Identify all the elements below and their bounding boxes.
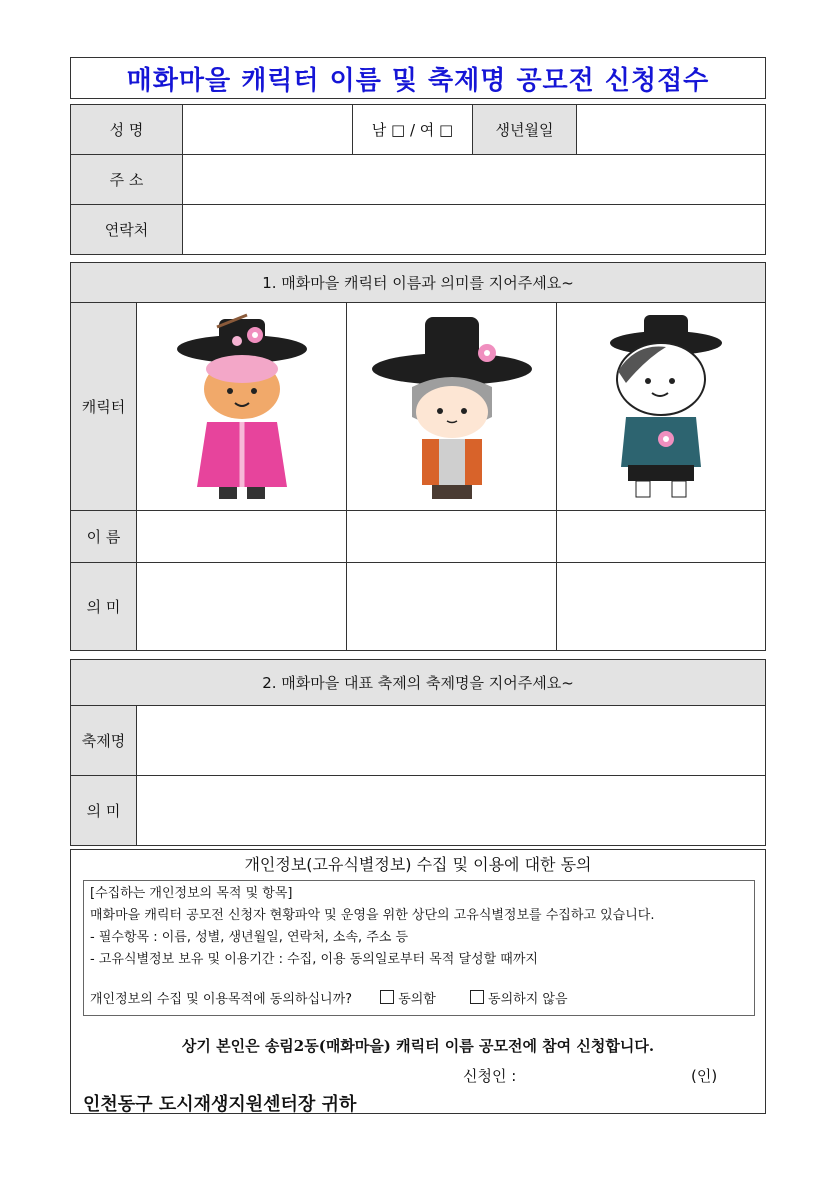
consent-inner-box (83, 880, 755, 1016)
character-2-cell (347, 303, 557, 511)
name-label: 성 명 (71, 105, 183, 155)
declaration: 상기 본인은 송림2동(매화마을) 캐릭터 이름 공모전에 참여 신청합니다. (181, 1037, 655, 1055)
consent-question-row (90, 989, 748, 1011)
applicant-info-table (70, 104, 766, 255)
title-box (70, 57, 766, 99)
char-3-meaning-field[interactable] (557, 563, 766, 651)
disagree-checkbox[interactable] (470, 990, 484, 1004)
festival-label: 축제명 (71, 706, 137, 776)
char-2-meaning-field[interactable] (347, 563, 557, 651)
festival-meaning-field[interactable] (137, 776, 766, 846)
seal-label: (인) (691, 1067, 718, 1085)
grandmother-character-icon (167, 307, 317, 507)
char-meaning-label: 의 미 (71, 563, 137, 651)
birth-label: 생년월일 (473, 105, 577, 155)
address-field[interactable] (183, 155, 766, 205)
birth-field[interactable] (577, 105, 766, 155)
address-label: 주 소 (71, 155, 183, 205)
contact-field[interactable] (183, 205, 766, 255)
section1-heading: 1. 매화마을 캐릭터 이름과 의미를 지어주세요~ (71, 263, 766, 303)
consent-box (70, 849, 766, 1114)
section2-heading: 2. 매화마을 대표 축제의 축제명을 지어주세요~ (71, 660, 766, 706)
required-items: - 필수항목 : 이름, 성별, 생년월일, 연락처, 소속, 주소 등 (90, 930, 409, 945)
char-name-label: 이 름 (71, 511, 137, 563)
gender-field[interactable]: 남 □ / 여 □ (353, 105, 473, 155)
char-3-name-field[interactable] (557, 511, 766, 563)
purpose-text: 매화마을 캐릭터 공모전 신청자 현황파악 및 운영을 위한 상단의 고유식별정보를 수집하고 있습니다. (90, 908, 655, 923)
character-1-cell (137, 303, 347, 511)
character-section-table (70, 262, 766, 651)
festival-meaning-label: 의 미 (71, 776, 137, 846)
name-field[interactable] (183, 105, 353, 155)
character-3-cell (557, 303, 766, 511)
char-1-name-field[interactable] (137, 511, 347, 563)
consent-title: 개인정보(고유식별정보) 수집 및 이용에 대한 동의 (244, 855, 592, 874)
char-1-meaning-field[interactable] (137, 563, 347, 651)
contact-label: 연락처 (71, 205, 183, 255)
young-man-character-icon (367, 307, 537, 507)
disagree-label: 동의하지 않음 (488, 992, 568, 1007)
festival-section-table (70, 659, 766, 846)
retention-text: - 고유식별정보 보유 및 이용기간 : 수집, 이용 동의일로부터 목적 달성할 때까지 (90, 952, 538, 967)
boy-character-icon (586, 307, 736, 507)
char-2-name-field[interactable] (347, 511, 557, 563)
character-label: 캐릭터 (71, 303, 137, 511)
festival-name-field[interactable] (137, 706, 766, 776)
page-title: 매화마을 캐릭터 이름 및 축제명 공모전 신청접수 (126, 65, 710, 96)
agree-label: 동의함 (398, 992, 436, 1007)
addressee: 인천동구 도시재생지원센터장 귀하 (83, 1094, 357, 1115)
applicant-label: 신청인 : (463, 1067, 517, 1085)
purpose-header: [수집하는 개인정보의 목적 및 항목] (90, 886, 293, 901)
agree-checkbox[interactable] (380, 990, 394, 1004)
consent-question: 개인정보의 수집 및 이용목적에 동의하십니까? (90, 992, 353, 1007)
